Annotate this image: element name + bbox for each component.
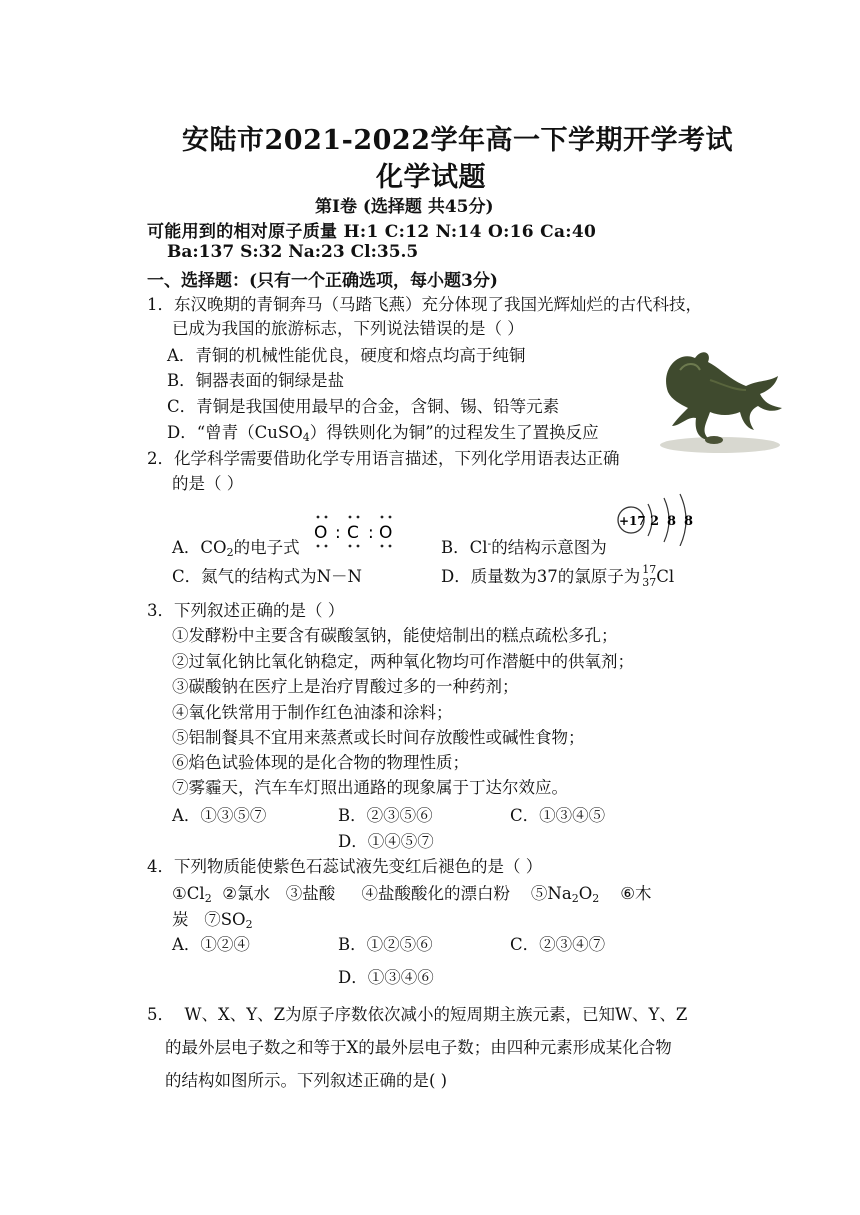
q2-option-b: B．Cl-的结构示意图为 — [441, 537, 607, 557]
q1-option-d: D．“曾青（CuSO$_4$）得铁则化为铜”的过程发生了置换反应 — [167, 423, 599, 444]
q5-stem-line2: 的最外层电子数之和等于X的最外层电子数；由四种元素形成某化合物 — [165, 1038, 672, 1057]
q4-option-d: D．①③④⑥ — [338, 968, 434, 987]
cl-shell-2: 8 — [667, 514, 677, 529]
q4-option-c: C．②③④⑦ — [510, 935, 606, 954]
q5-stem-line1: 5． W、X、Y、Z为原子序数依次减小的短周期主族元素，已知W、Y、Z — [147, 1005, 688, 1024]
q4-items-line2: 炭 $⑦SO_2$ — [172, 910, 253, 931]
q3-item-7: ⑦雾霾天，汽车车灯照出通路的现象属于丁达尔效应。 — [172, 778, 568, 797]
q2-option-d: D．质量数为37的氯原子为 17 37 Cl — [441, 563, 675, 589]
cl-nucleus-label: +17 — [619, 514, 646, 528]
q3-option-b: B．②③⑤⑥ — [338, 806, 433, 825]
co2-lewis-structure — [306, 512, 412, 552]
q3-item-3: ③碳酸钠在医疗上是治疗胃酸过多的一种药剂； — [172, 677, 519, 696]
atomic-masses-line2: Ba:137 S:32 Na:23 Cl:35.5 — [167, 242, 419, 262]
lewis-o-left: O — [314, 523, 328, 543]
cl-ion-structure-diagram — [614, 490, 704, 546]
q3-option-a: A．①③⑤⑦ — [172, 806, 267, 825]
part1-heading: 一、选择题：(只有一个正确选项，每小题3分) — [147, 271, 498, 291]
q3-stem: 3．下列叙述正确的是（ ） — [147, 601, 345, 620]
q3-item-4: ④氧化铁常用于制作红色油漆和涂料； — [172, 703, 453, 722]
q4-items-line1: $①Cl_2$ ②氯水 ③盐酸 ④盐酸酸化的漂白粉 $⑤Na_2O_2$ ⑥木 — [172, 884, 652, 905]
lewis-sep-2: : — [368, 523, 374, 543]
q3-item-2: ②过氧化钠比氧化钠稳定，两种氧化物均可作潜艇中的供氧剂； — [172, 652, 634, 671]
bronze-horse-image — [650, 340, 790, 455]
q3-option-d: D．①④⑤⑦ — [338, 832, 434, 851]
q3-item-1: ①发酵粉中主要含有碳酸氢钠，能使焙制出的糕点疏松多孔； — [172, 626, 618, 645]
q2-option-a: A．$CO_2$的电子式 — [172, 538, 300, 559]
lewis-c: C — [347, 523, 359, 543]
exam-subject-title: 化学试题 — [376, 162, 486, 193]
q1-option-a: A．青铜的机械性能优良，硬度和熔点均高于纯铜 — [167, 346, 526, 365]
atomic-masses-line1: 可能用到的相对原子质量 H:1 C:12 N:14 O:16 Ca:40 — [147, 222, 597, 242]
q4-option-b: B．①②⑤⑥ — [338, 935, 433, 954]
q2-stem-line1: 2．化学科学需要借助化学专用语言描述，下列化学用语表达正确 — [147, 449, 620, 468]
cl-shell-1: 2 — [650, 514, 660, 529]
section-heading: 第I卷 (选择题 共45分) — [315, 197, 494, 217]
q2-option-c: C．氮气的结构式为N－N — [172, 567, 362, 586]
q1-option-b: B．铜器表面的铜绿是盐 — [167, 371, 345, 390]
lewis-sep-1: : — [335, 523, 341, 543]
q4-option-a: A．①②④ — [172, 935, 250, 954]
isotope-notation: 17 37 — [642, 563, 657, 589]
exam-title: 安陆市2021-2022学年高一下学期开学考试 — [182, 125, 733, 156]
q3-item-5: ⑤铝制餐具不宜用来蒸煮或长时间存放酸性或碱性食物； — [172, 728, 585, 747]
cl-shell-3: 8 — [684, 514, 694, 529]
q3-option-c: C．①③④⑤ — [510, 806, 606, 825]
q2-stem-line2: 的是（ ） — [172, 474, 244, 493]
q5-stem-line3: 的结构如图所示。下列叙述正确的是( ) — [165, 1071, 448, 1090]
q4-stem: 4．下列物质能使紫色石蕊试液先变红后褪色的是（ ） — [147, 857, 543, 876]
q1-stem-line2: 已成为我国的旅游标志，下列说法错误的是（ ） — [172, 319, 524, 338]
q1-option-c: C．青铜是我国使用最早的合金，含铜、锡、铅等元素 — [167, 397, 560, 416]
q1-stem-line1: 1．东汉晚期的青铜奔马（马踏飞燕）充分体现了我国光辉灿烂的古代科技， — [147, 295, 702, 314]
q3-item-6: ⑥焰色试验体现的是化合物的物理性质； — [172, 753, 469, 772]
lewis-o-right: O — [379, 523, 393, 543]
